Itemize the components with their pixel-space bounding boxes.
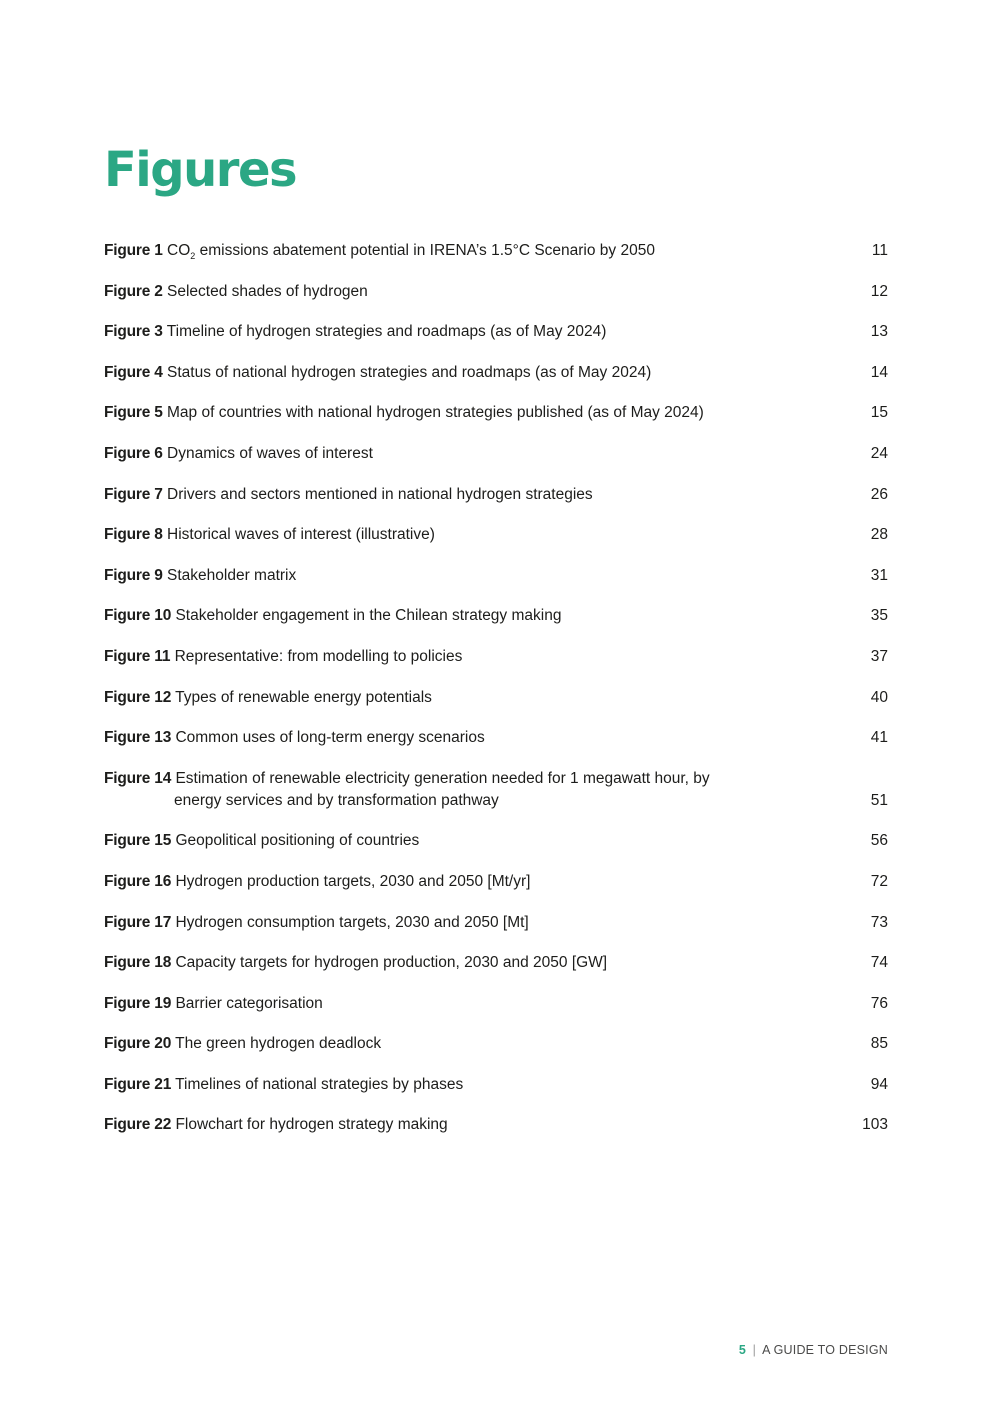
- figure-label: Figure 16: [104, 872, 172, 890]
- figure-label: Figure 15: [104, 832, 172, 850]
- figure-label: Figure 6: [104, 444, 163, 462]
- figure-entry[interactable]: [104, 321, 888, 343]
- figure-title: Drivers and sectors mentioned in national hydrogen strategies: [167, 485, 593, 503]
- figure-entry[interactable]: [104, 768, 888, 812]
- figure-entry-text: [104, 402, 848, 424]
- figure-title: Map of countries with national hydrogen strategies published (as of May 2024): [167, 404, 704, 422]
- figure-entry-text: [104, 605, 848, 627]
- figure-page-number: 51: [870, 791, 888, 809]
- figure-entry-text: [104, 912, 848, 934]
- figure-label: Figure 7: [104, 485, 163, 503]
- figure-page-number: 12: [870, 282, 888, 300]
- figure-title: The green hydrogen deadlock: [175, 1035, 382, 1053]
- figure-page-number: 35: [870, 607, 888, 625]
- footer-separator: |: [752, 1343, 757, 1357]
- figure-title: Stakeholder engagement in the Chilean strategy making: [175, 607, 562, 625]
- figure-label: Figure 5: [104, 404, 163, 422]
- figure-page-number: 14: [870, 363, 888, 381]
- figure-label: Figure 9: [104, 566, 163, 584]
- figure-entry-text: [104, 830, 848, 852]
- figure-entry-text: [104, 1114, 848, 1136]
- figure-page-number: 37: [870, 647, 888, 665]
- figure-label: Figure 20: [104, 1035, 172, 1053]
- figure-page-number: 76: [870, 994, 888, 1012]
- figure-entry[interactable]: [104, 1114, 888, 1136]
- figure-entry[interactable]: [104, 362, 888, 384]
- figure-title: Barrier categorisation: [175, 994, 323, 1012]
- figure-title: Common uses of long-term energy scenarios: [175, 729, 485, 747]
- figure-label: Figure 18: [104, 954, 172, 972]
- figure-page-number: 11: [871, 242, 888, 259]
- figure-page-number: 85: [870, 1035, 888, 1053]
- figure-title: Estimation of renewable electricity generation needed for 1 megawatt hour, by energy services and by transformation pathway: [174, 769, 710, 809]
- figure-page-number: 72: [870, 872, 888, 890]
- figure-entry-text: [104, 362, 848, 384]
- figure-entry[interactable]: [104, 443, 888, 465]
- footer-label: A GUIDE TO DESIGN: [762, 1343, 888, 1357]
- figure-title: Dynamics of waves of interest: [167, 444, 373, 462]
- figure-entry-text: [104, 952, 848, 974]
- figure-title: $CO_2$ emissions abatement potential in IRENA’s 1.5°C Scenario by 2050: [167, 242, 655, 262]
- figure-title: Historical waves of interest (illustrative): [167, 526, 435, 544]
- page-footer: [739, 1342, 888, 1358]
- figure-entry-text: [104, 768, 848, 812]
- figure-title: Timeline of hydrogen strategies and roadmaps (as of May 2024): [166, 323, 607, 341]
- figure-entry-text: [104, 281, 848, 303]
- figure-entry-text: [104, 687, 848, 709]
- figure-entry[interactable]: [104, 240, 888, 262]
- figure-label: Figure 17: [104, 913, 172, 931]
- figure-title: Types of renewable energy potentials: [175, 688, 432, 706]
- figure-label: Figure 13: [104, 729, 172, 747]
- figure-label: Figure 12: [104, 688, 172, 706]
- figure-entry-text: [104, 565, 848, 587]
- figure-page-number: 24: [870, 444, 888, 462]
- figure-label: Figure 14: [104, 769, 172, 787]
- figure-entry[interactable]: [104, 871, 888, 893]
- figure-title: Status of national hydrogen strategies and roadmaps (as of May 2024): [167, 363, 652, 381]
- figure-entry[interactable]: [104, 1033, 888, 1055]
- figure-title: Timelines of national strategies by phases: [175, 1075, 464, 1093]
- page-title: Figures: [104, 142, 297, 198]
- figure-entry-text: [104, 484, 848, 506]
- footer-page-number: 5: [738, 1343, 746, 1357]
- figure-label: Figure 8: [104, 526, 163, 544]
- figure-entry-text: [104, 524, 848, 546]
- figure-title: Stakeholder matrix: [167, 566, 297, 584]
- figure-page-number: 28: [870, 526, 888, 544]
- figure-entry-text: [104, 727, 848, 749]
- figure-entry[interactable]: [104, 484, 888, 506]
- figure-label: Figure 3: [104, 323, 163, 341]
- figure-entry[interactable]: [104, 524, 888, 546]
- figure-page-number: 26: [870, 485, 888, 503]
- figure-title: Flowchart for hydrogen strategy making: [175, 1116, 448, 1134]
- figure-entry-text: [104, 1074, 848, 1096]
- figure-entry[interactable]: [104, 912, 888, 934]
- figure-page-number: 73: [870, 913, 888, 931]
- figure-label: Figure 10: [104, 607, 172, 625]
- figure-page-number: 74: [870, 954, 888, 972]
- figure-label: Figure 19: [104, 994, 172, 1012]
- figure-entry[interactable]: [104, 727, 888, 749]
- figure-page-number: 41: [870, 729, 888, 747]
- figure-label: Figure 4: [104, 363, 163, 381]
- figure-title: Geopolitical positioning of countries: [175, 832, 420, 850]
- figure-entry[interactable]: [104, 281, 888, 303]
- figure-entry[interactable]: [104, 993, 888, 1015]
- figure-entry-text: [104, 871, 848, 893]
- figure-entry[interactable]: [104, 402, 888, 424]
- figure-page-number: 15: [870, 404, 888, 422]
- figure-label: Figure 2: [104, 282, 163, 300]
- figure-label: Figure 21: [104, 1075, 172, 1093]
- figure-label: Figure 1: [104, 242, 163, 259]
- figure-title: Hydrogen consumption targets, 2030 and 2050 [Mt]: [175, 913, 529, 931]
- figure-entry-text: [104, 321, 848, 343]
- figure-entry[interactable]: [104, 1074, 888, 1096]
- figure-entry-text: [104, 1033, 848, 1055]
- figure-page-number: 94: [870, 1075, 888, 1093]
- figure-list: [104, 240, 888, 1155]
- figure-entry[interactable]: [104, 646, 888, 668]
- figure-title: Selected shades of hydrogen: [167, 282, 368, 300]
- figure-label: Figure 11: [104, 647, 171, 665]
- figure-entry[interactable]: [104, 687, 888, 709]
- figure-page-number: 31: [870, 566, 888, 584]
- figure-page-number: 103: [862, 1116, 888, 1134]
- figure-entry[interactable]: [104, 830, 888, 852]
- figure-entry-text: [104, 443, 848, 465]
- figure-entry-text: [104, 993, 848, 1015]
- figure-page-number: 56: [870, 832, 888, 850]
- figure-entry-text: [104, 646, 848, 668]
- figure-page-number: 13: [870, 323, 888, 341]
- figure-entry[interactable]: [104, 565, 888, 587]
- figure-page-number: 40: [870, 688, 888, 706]
- figure-entry[interactable]: [104, 605, 888, 627]
- figure-label: Figure 22: [104, 1116, 172, 1134]
- figure-title: Representative: from modelling to policies: [174, 647, 463, 665]
- figure-title: Hydrogen production targets, 2030 and 2050 [Mt/yr]: [175, 872, 531, 890]
- figure-entry[interactable]: [104, 952, 888, 974]
- figure-entry-text: [104, 240, 848, 262]
- figure-title: Capacity targets for hydrogen production, 2030 and 2050 [GW]: [175, 954, 608, 972]
